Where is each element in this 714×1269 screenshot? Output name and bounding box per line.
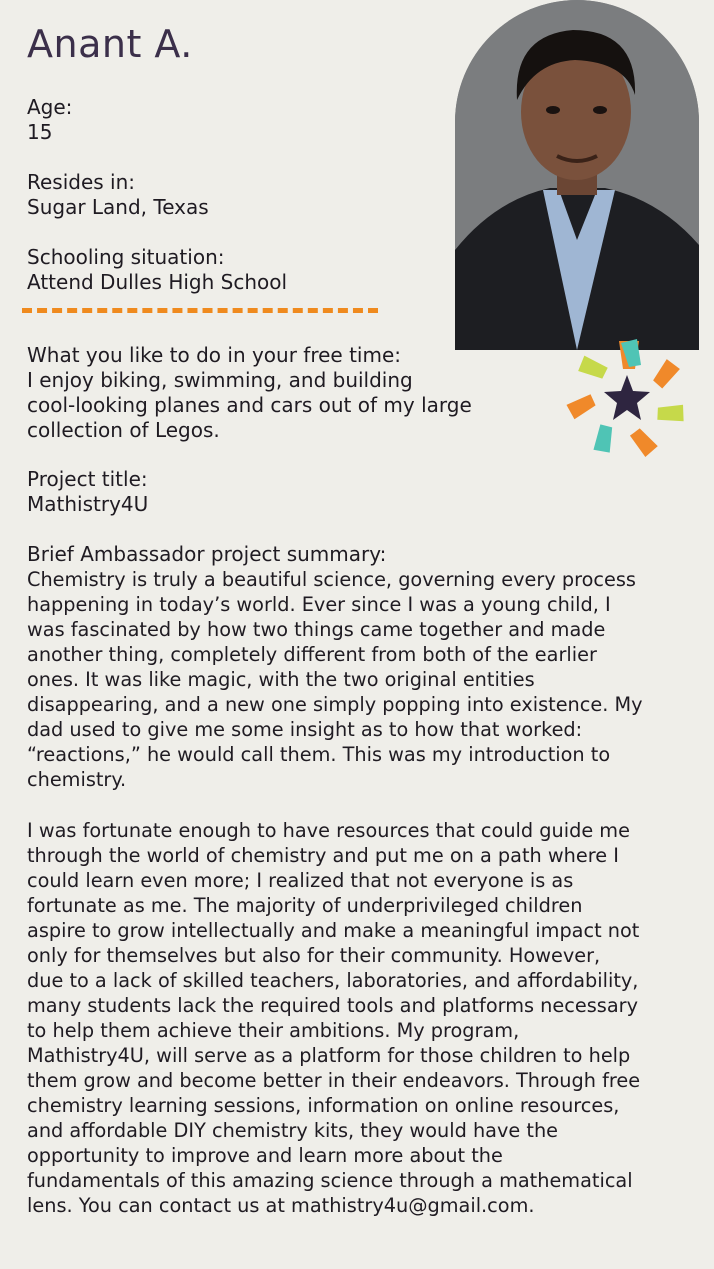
free-time-line: I enjoy biking, swimming, and building xyxy=(27,368,413,392)
summary-line: another thing, completely different from both of the earlier xyxy=(27,643,597,666)
resides-value: Sugar Land, Texas xyxy=(27,195,209,219)
summary-line: them grow and become better in their endeavors. Through free xyxy=(27,1069,641,1092)
section-divider xyxy=(22,308,378,313)
profile-photo xyxy=(455,0,699,350)
schooling-field xyxy=(27,245,287,295)
schooling-value: Attend Dulles High School xyxy=(27,270,288,294)
resides-label: Resides in: xyxy=(27,170,136,194)
free-time-label: What you like to do in your free time: xyxy=(27,343,402,367)
summary-line: was fascinated by how two things came together and made xyxy=(27,618,606,641)
summary-line: happening in today’s world. Ever since I was a young child, I xyxy=(27,593,611,616)
pinwheel-star-logo xyxy=(560,332,695,471)
summary-line: dad used to give me some insight as to how that worked: xyxy=(27,718,583,741)
summary-line: fortunate as me. The majority of underprivileged children xyxy=(27,894,583,917)
summary-paragraph-2 xyxy=(27,818,687,1218)
summary-line: disappearing, and a new one simply popping into existence. My xyxy=(27,693,643,716)
summary-line: lens. You can contact us at mathistry4u@gmail.com. xyxy=(27,1194,535,1217)
summary-line: chemistry. xyxy=(27,768,127,791)
profile-name: Anant A. xyxy=(27,22,193,66)
summary-line: to help them achieve their ambitions. My program, xyxy=(27,1019,520,1042)
summary-line: I was fortunate enough to have resources that could guide me xyxy=(27,819,630,842)
summary-paragraph-1 xyxy=(27,567,687,792)
project-title-field xyxy=(27,467,148,517)
summary-line: ones. It was like magic, with the two original entities xyxy=(27,668,535,691)
project-title-value: Mathistry4U xyxy=(27,492,149,516)
summary-line: “reactions,” he would call them. This was my introduction to xyxy=(27,743,611,766)
summary-line: chemistry learning sessions, information on online resources, xyxy=(27,1094,620,1117)
summary-line: opportunity to improve and learn more about the xyxy=(27,1144,503,1167)
free-time-line: collection of Legos. xyxy=(27,418,220,442)
summary-line: fundamentals of this amazing science through a mathematical xyxy=(27,1169,633,1192)
summary-line: many students lack the required tools and platforms necessary xyxy=(27,994,638,1017)
age-value: 15 xyxy=(27,120,53,144)
free-time-field xyxy=(27,343,472,443)
summary-line: and affordable DIY chemistry kits, they would have the xyxy=(27,1119,559,1142)
summary-line: Mathistry4U, will serve as a platform for those children to help xyxy=(27,1044,631,1067)
resides-field xyxy=(27,170,209,220)
summary-label: Brief Ambassador project summary: xyxy=(27,542,387,566)
summary-line: Chemistry is truly a beautiful science, governing every process xyxy=(27,568,636,591)
summary-line: through the world of chemistry and put me on a path where I xyxy=(27,844,619,867)
age-label: Age: xyxy=(27,95,73,119)
summary-line: aspire to grow intellectually and make a meaningful impact not xyxy=(27,919,640,942)
summary-line: only for themselves but also for their community. However, xyxy=(27,944,601,967)
summary-line: due to a lack of skilled teachers, laboratories, and affordability, xyxy=(27,969,639,992)
schooling-label: Schooling situation: xyxy=(27,245,225,269)
summary-line: could learn even more; I realized that not everyone is as xyxy=(27,869,574,892)
summary-label-wrap xyxy=(27,542,386,567)
project-title-label: Project title: xyxy=(27,467,148,491)
free-time-line: cool-looking planes and cars out of my large xyxy=(27,393,472,417)
age-field xyxy=(27,95,72,145)
